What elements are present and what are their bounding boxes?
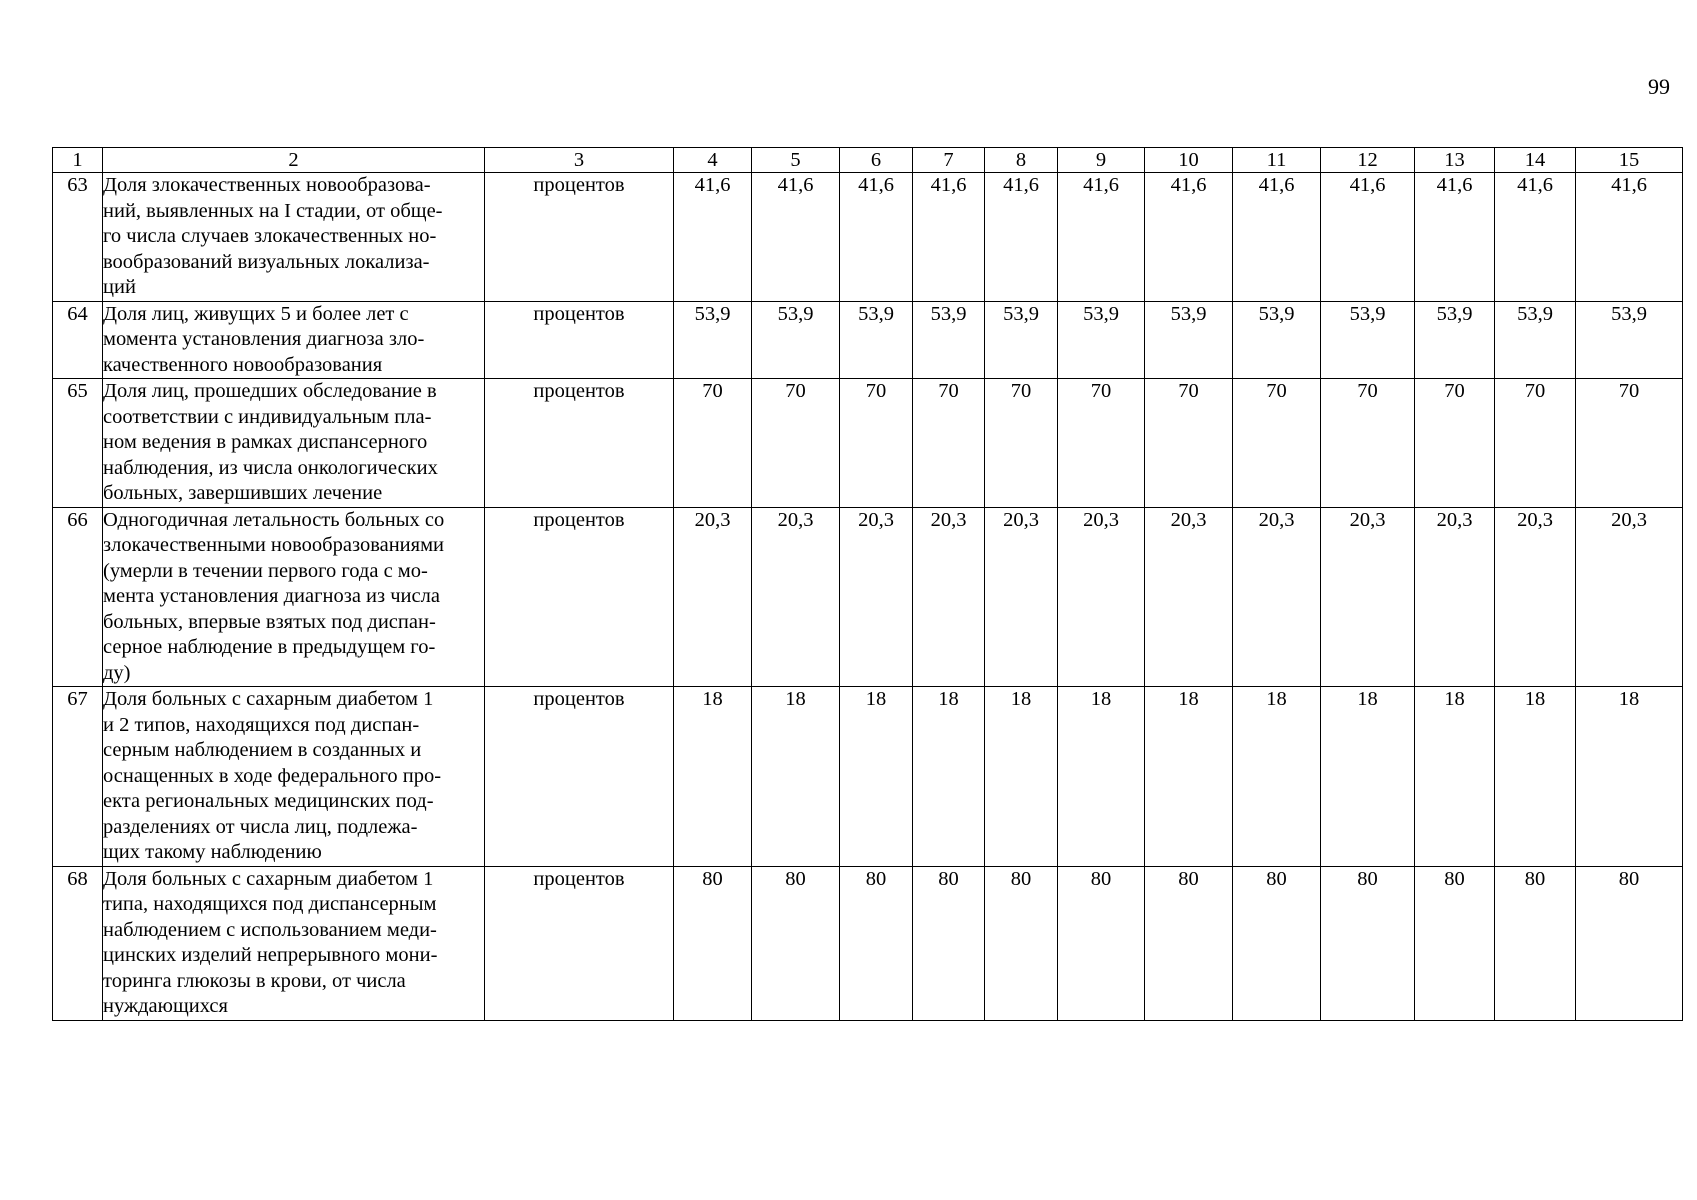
column-header: 2 bbox=[103, 148, 485, 173]
description-line: серное наблюдение в предыдущем го- bbox=[103, 636, 436, 658]
value-cell: 70 bbox=[1415, 379, 1495, 508]
description-line: качественного новообразования bbox=[103, 353, 383, 376]
value-cell: 20,3 bbox=[913, 507, 985, 687]
value-cell: 20,3 bbox=[985, 507, 1058, 687]
column-header: 7 bbox=[913, 148, 985, 173]
header-row bbox=[53, 148, 1683, 173]
value-cell: 20,3 bbox=[1321, 507, 1415, 687]
indicators-table bbox=[52, 147, 1683, 1021]
value-cell: 70 bbox=[1576, 379, 1683, 508]
description-line: ций bbox=[103, 276, 136, 298]
value-cell: 53,9 bbox=[1415, 301, 1495, 379]
description-line: Доля лиц, живущих 5 и более лет с bbox=[103, 302, 409, 325]
column-header: 8 bbox=[985, 148, 1058, 173]
value-cell: 70 bbox=[1495, 379, 1576, 508]
value-cell: 20,3 bbox=[1058, 507, 1145, 687]
value-cell: 20,3 bbox=[1233, 507, 1321, 687]
description-line: ду) bbox=[103, 661, 131, 684]
value-cell: 20,3 bbox=[1495, 507, 1576, 687]
value-cell: 53,9 bbox=[985, 301, 1058, 379]
value-cell: 41,6 bbox=[1233, 173, 1321, 302]
value-cell: 53,9 bbox=[840, 301, 913, 379]
row-number: 64 bbox=[53, 301, 103, 379]
value-cell: 80 bbox=[1058, 866, 1145, 1020]
value-cell: 53,9 bbox=[1576, 301, 1683, 379]
value-cell: 70 bbox=[913, 379, 985, 508]
description-line: нуждающихся bbox=[103, 995, 228, 1017]
value-cell: 70 bbox=[752, 379, 840, 508]
description-line: больных, завершивших лечение bbox=[103, 482, 383, 504]
value-cell: 18 bbox=[1495, 687, 1576, 867]
unit-cell: процентов bbox=[485, 379, 674, 508]
value-cell: 18 bbox=[1058, 687, 1145, 867]
description-line: (умерли в течении первого года с мо- bbox=[103, 559, 428, 582]
table-row bbox=[53, 379, 1683, 508]
description-line: вообразований визуальных локализа- bbox=[103, 250, 430, 273]
description-line: ний, выявленных на I стадии, от обще- bbox=[103, 199, 443, 222]
value-cell: 41,6 bbox=[674, 173, 752, 302]
description-line: щих такому наблюдению bbox=[103, 841, 322, 863]
value-cell: 53,9 bbox=[752, 301, 840, 379]
column-header: 12 bbox=[1321, 148, 1415, 173]
value-cell: 20,3 bbox=[752, 507, 840, 687]
description-line: цинских изделий непрерывного мони- bbox=[103, 944, 438, 966]
value-cell: 80 bbox=[1576, 866, 1683, 1020]
value-cell: 80 bbox=[913, 866, 985, 1020]
unit-cell: процентов bbox=[485, 173, 674, 302]
value-cell: 70 bbox=[1058, 379, 1145, 508]
value-cell: 53,9 bbox=[674, 301, 752, 379]
value-cell: 18 bbox=[840, 687, 913, 867]
value-cell: 80 bbox=[840, 866, 913, 1020]
table-row bbox=[53, 173, 1683, 302]
value-cell: 70 bbox=[1145, 379, 1233, 508]
indicator-description bbox=[103, 866, 485, 1020]
unit-cell: процентов bbox=[485, 866, 674, 1020]
description-line: мента установления диагноза из числа bbox=[103, 585, 440, 607]
description-line: Одногодичная летальность больных со bbox=[103, 508, 445, 531]
description-line: больных, впервые взятых под диспан- bbox=[103, 610, 436, 633]
value-cell: 80 bbox=[1321, 866, 1415, 1020]
description-line: и 2 типов, находящихся под диспан- bbox=[103, 713, 420, 736]
description-line: Доля больных с сахарным диабетом 1 bbox=[103, 867, 434, 890]
description-line: Доля больных с сахарным диабетом 1 bbox=[103, 688, 434, 710]
value-cell: 41,6 bbox=[752, 173, 840, 302]
value-cell: 80 bbox=[985, 866, 1058, 1020]
description-line: злокачественными новообразованиями bbox=[103, 534, 445, 556]
description-line: момента установления диагноза зло- bbox=[103, 328, 425, 350]
row-number: 63 bbox=[53, 173, 103, 302]
table-row bbox=[53, 301, 1683, 379]
indicator-description bbox=[103, 379, 485, 508]
value-cell: 41,6 bbox=[840, 173, 913, 302]
value-cell: 80 bbox=[674, 866, 752, 1020]
value-cell: 20,3 bbox=[1415, 507, 1495, 687]
value-cell: 70 bbox=[840, 379, 913, 508]
value-cell: 80 bbox=[1145, 866, 1233, 1020]
description-line: типа, находящихся под диспансерным bbox=[103, 893, 437, 915]
value-cell: 20,3 bbox=[1576, 507, 1683, 687]
value-cell: 80 bbox=[752, 866, 840, 1020]
column-header: 6 bbox=[840, 148, 913, 173]
value-cell: 41,6 bbox=[913, 173, 985, 302]
column-header: 10 bbox=[1145, 148, 1233, 173]
column-header: 1 bbox=[53, 148, 103, 173]
indicator-description bbox=[103, 301, 485, 379]
value-cell: 41,6 bbox=[1415, 173, 1495, 302]
value-cell: 70 bbox=[1321, 379, 1415, 508]
indicator-description bbox=[103, 507, 485, 687]
value-cell: 80 bbox=[1495, 866, 1576, 1020]
value-cell: 53,9 bbox=[913, 301, 985, 379]
value-cell: 53,9 bbox=[1058, 301, 1145, 379]
description-line: Доля злокачественных новообразова- bbox=[103, 174, 431, 196]
value-cell: 20,3 bbox=[1145, 507, 1233, 687]
value-cell: 41,6 bbox=[1495, 173, 1576, 302]
value-cell: 20,3 bbox=[840, 507, 913, 687]
description-line: торинга глюкозы в крови, от числа bbox=[103, 969, 406, 992]
value-cell: 20,3 bbox=[674, 507, 752, 687]
description-line: наблюдением с использованием меди- bbox=[103, 918, 437, 941]
unit-cell: процентов bbox=[485, 687, 674, 867]
row-number: 66 bbox=[53, 507, 103, 687]
unit-cell: процентов bbox=[485, 507, 674, 687]
value-cell: 18 bbox=[1415, 687, 1495, 867]
value-cell: 41,6 bbox=[1576, 173, 1683, 302]
value-cell: 18 bbox=[1576, 687, 1683, 867]
table-row bbox=[53, 507, 1683, 687]
indicator-description bbox=[103, 687, 485, 867]
value-cell: 53,9 bbox=[1233, 301, 1321, 379]
row-number: 68 bbox=[53, 866, 103, 1020]
description-line: Доля лиц, прошедших обследование в bbox=[103, 380, 437, 402]
value-cell: 70 bbox=[674, 379, 752, 508]
value-cell: 18 bbox=[674, 687, 752, 867]
column-header: 15 bbox=[1576, 148, 1683, 173]
table-row bbox=[53, 866, 1683, 1020]
value-cell: 18 bbox=[1145, 687, 1233, 867]
description-line: серным наблюдением в созданных и bbox=[103, 739, 422, 761]
value-cell: 18 bbox=[1321, 687, 1415, 867]
page-number: 99 bbox=[1648, 74, 1670, 99]
column-header: 5 bbox=[752, 148, 840, 173]
indicator-description bbox=[103, 173, 485, 302]
column-header: 4 bbox=[674, 148, 752, 173]
description-line: го числа случаев злокачественных но- bbox=[103, 225, 437, 247]
value-cell: 70 bbox=[1233, 379, 1321, 508]
column-header: 9 bbox=[1058, 148, 1145, 173]
description-line: наблюдения, из числа онкологических bbox=[103, 456, 438, 479]
row-number: 67 bbox=[53, 687, 103, 867]
column-header: 13 bbox=[1415, 148, 1495, 173]
value-cell: 18 bbox=[1233, 687, 1321, 867]
column-header: 3 bbox=[485, 148, 674, 173]
value-cell: 70 bbox=[985, 379, 1058, 508]
value-cell: 41,6 bbox=[985, 173, 1058, 302]
value-cell: 80 bbox=[1415, 866, 1495, 1020]
value-cell: 18 bbox=[752, 687, 840, 867]
description-line: соответствии с индивидуальным пла- bbox=[103, 405, 432, 428]
table-row bbox=[53, 687, 1683, 867]
value-cell: 41,6 bbox=[1058, 173, 1145, 302]
value-cell: 18 bbox=[985, 687, 1058, 867]
value-cell: 53,9 bbox=[1145, 301, 1233, 379]
value-cell: 80 bbox=[1233, 866, 1321, 1020]
value-cell: 41,6 bbox=[1145, 173, 1233, 302]
description-line: екта региональных медицинских под- bbox=[103, 790, 434, 812]
value-cell: 53,9 bbox=[1321, 301, 1415, 379]
value-cell: 41,6 bbox=[1321, 173, 1415, 302]
description-line: разделениях от числа лиц, подлежа- bbox=[103, 815, 418, 838]
value-cell: 18 bbox=[913, 687, 985, 867]
description-line: оснащенных в ходе федерального про- bbox=[103, 764, 442, 787]
column-header: 11 bbox=[1233, 148, 1321, 173]
table-body bbox=[53, 148, 1683, 1021]
value-cell: 53,9 bbox=[1495, 301, 1576, 379]
row-number: 65 bbox=[53, 379, 103, 508]
column-header: 14 bbox=[1495, 148, 1576, 173]
description-line: ном ведения в рамках диспансерного bbox=[103, 431, 428, 453]
unit-cell: процентов bbox=[485, 301, 674, 379]
